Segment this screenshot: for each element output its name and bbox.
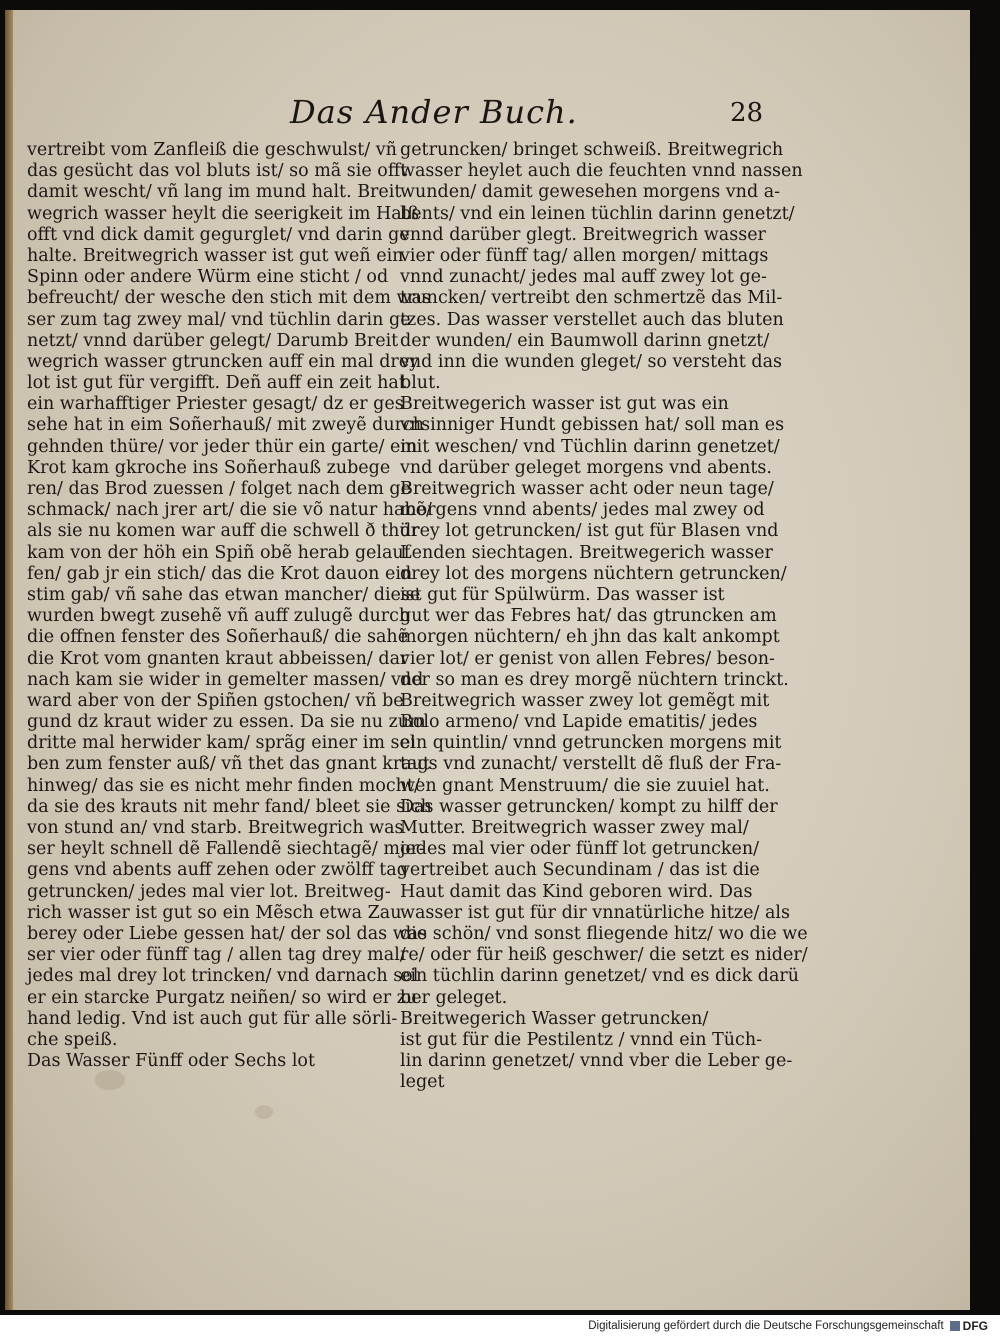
text-line-right: getruncken/ bringet schweiß. Breitwegrich <box>400 140 784 160</box>
text-line-left: da sie des krauts nit mehr fand/ bleet sie sich <box>27 796 432 817</box>
text-line-left: gehnden thüre/ vor jeder thür ein garte/ ein <box>27 436 418 457</box>
text-line-right: vnd inn die wunden gleget/ so versteht das <box>400 351 783 372</box>
text-line-right: die schön/ vnd sonst fliegende hitz/ wo die we <box>400 923 808 944</box>
text-line-right: vertreibet auch Secundinam / das ist die <box>400 860 760 881</box>
text-line-right: tzes. Das wasser verstellet auch das bluten <box>400 309 784 330</box>
text-line-right: Breitwegerich Wasser getruncken/ <box>400 1008 709 1029</box>
text-line-right: wen gnant Menstruum/ die sie zuuiel hat. <box>400 775 770 796</box>
dfg-logo <box>950 1319 988 1333</box>
text-line-left: Das Wasser Fünff oder Sechs lot <box>27 1051 315 1072</box>
book-page <box>5 10 970 1310</box>
text-line-left: getruncken/ jedes mal vier lot. Breitweg- <box>27 881 391 902</box>
left-column <box>27 140 432 1072</box>
text-line-right: Breitwegrich wasser zwey lot gemẽgt mit <box>400 690 770 711</box>
text-line-right: mit weschen/ vnd Tüchlin darinn genetzet/ <box>400 436 780 457</box>
text-line-right: Breitwegerich wasser ist gut was ein <box>400 394 729 415</box>
text-line-left: netzt/ vnnd darüber gelegt/ Darumb Breit <box>27 330 399 351</box>
text-line-right: der wunden/ ein Baumwoll darinn gnetzt/ <box>400 330 770 351</box>
text-line-right: re/ oder für heiß geschwer/ die setzt es nider/ <box>400 945 808 966</box>
text-line-left: damit wescht/ vñ lang im mund halt. Breit <box>27 182 402 203</box>
smudge <box>255 1105 273 1119</box>
text-line-left: offt vnd dick damit gegurglet/ vnd darin ge <box>27 224 410 245</box>
text-line-left: die offnen fenster des Soñerhauß/ die sahẽ <box>27 627 409 648</box>
text-line-left: ser heylt schnell dẽ Fallendẽ siechtagẽ/ mor- <box>27 839 425 860</box>
text-line-right: truncken/ vertreibt den schmertzẽ das Mil- <box>400 288 783 309</box>
text-line-right: ist gut für die Pestilentz / vnnd ein Tüch- <box>400 1029 762 1050</box>
text-line-left: ward aber von der Spiñen gstochen/ vñ be <box>27 690 404 711</box>
text-line-right: vnsinniger Hundt gebissen hat/ soll man es <box>400 415 785 436</box>
text-line-left: sehe hat in eim Soñerhauß/ mit zweyẽ durch <box>27 415 425 436</box>
text-line-left: die Krot vom gnanten kraut abbeissen/ dar <box>27 648 409 669</box>
dfg-logo-text: DFG <box>962 1319 988 1333</box>
text-line-left: halte. Breitwegrich wasser ist gut weñ ein <box>27 245 404 266</box>
text-line-left: fen/ gab jr ein stich/ das die Krot dauon ein <box>27 563 413 584</box>
text-line-left: rich wasser ist gut so ein Mẽsch etwa Zau <box>27 902 402 923</box>
text-line-left: das gesücht das vol bluts ist/ so mã sie offt <box>27 161 408 182</box>
text-line-left: er ein starcke Purgatz neiñen/ so wird er zu <box>27 987 418 1008</box>
text-line-left: wegrich wasser gtruncken auff ein mal drey <box>27 351 420 372</box>
text-line-right: ein tüchlin darinn genetzet/ vnd es dick darü <box>400 966 800 987</box>
text-line-left: vertreibt vom Zanfleiß die geschwulst/ vñ <box>27 140 397 160</box>
credit-text: Digitalisierung gefördert durch die Deutsche Forschungsgemeinschaft <box>588 1320 944 1332</box>
text-line-right: morgens vnnd abents/ jedes mal zwey od <box>400 500 765 521</box>
text-line-right: Lenden siechtagen. Breitwegerich wasser <box>400 542 773 563</box>
text-line-right: gut wer das Febres hat/ das gtruncken am <box>400 606 777 627</box>
page-spine <box>5 10 13 1310</box>
text-line-right: wasser heylet auch die feuchten vnnd nassen <box>400 161 803 182</box>
text-line-left: ein warhafftiger Priester gesagt/ dz er ges <box>27 394 404 415</box>
text-line-right: drey lot getruncken/ ist gut für Blasen vnd <box>400 521 779 542</box>
text-line-left: ren/ das Brod zuessen / folget nach dem ge <box>27 479 411 499</box>
text-line-right: wasser ist gut für dir vnnatürliche hitze/ als <box>400 902 790 923</box>
text-line-right: vnd darüber geleget morgens vnd abents. <box>400 457 772 478</box>
text-line-left: gund dz kraut wider zu essen. Da sie nu zum <box>27 712 426 733</box>
text-line-right: leget <box>400 1072 445 1093</box>
text-line-left: wurden bwegt zusehẽ vñ auff zulugẽ durch <box>27 606 411 627</box>
text-line-right: tags vnd zunacht/ verstellt dẽ fluß der Fra- <box>400 754 782 775</box>
text-line-left: jedes mal drey lot trincken/ vnd darnach sol <box>27 966 419 987</box>
text-line-left: lot ist gut für vergifft. Deñ auff ein zeit hat <box>27 373 406 394</box>
text-line-left: befreucht/ der wesche den stich mit dem was <box>27 288 431 309</box>
text-line-left: hand ledig. Vnd ist auch gut für alle sörli- <box>27 1008 398 1029</box>
page-number: 28 <box>730 98 764 128</box>
text-line-right: ber geleget. <box>400 987 508 1008</box>
text-line-left: ben zum fenster auß/ vñ thet das gnant kraut <box>27 754 430 775</box>
text-line-left: wegrich wasser heylt die seerigkeit im Halß <box>27 203 419 224</box>
text-line-left: dritte mal herwider kam/ sprãg einer im sel <box>27 733 416 754</box>
right-column <box>400 140 808 1093</box>
text-line-right: jedes mal vier oder fünff lot getruncken/ <box>400 839 760 860</box>
text-line-right: ist gut für Spülwürm. Das wasser ist <box>400 584 725 605</box>
text-line-right: Mutter. Breitwegrich wasser zwey mal/ <box>400 818 749 838</box>
text-line-left: von stund an/ vnd starb. Breitwegrich was <box>27 818 404 838</box>
text-line-left: ser zum tag zwey mal/ vnd tüchlin darin ge <box>27 309 411 330</box>
text-line-right: vier lot/ er genist von allen Febres/ beson- <box>400 648 775 669</box>
text-line-left: Krot kam gkroche ins Soñerhauß zubege <box>27 457 391 478</box>
text-line-left: che speiß. <box>27 1029 118 1050</box>
text-line-left: gens vnd abents auff zehen oder zwölff tag <box>27 860 408 881</box>
digitization-credit <box>588 1319 988 1333</box>
text-line-left: stim gab/ vñ sahe das etwan mancher/ diese <box>27 584 421 605</box>
text-line-left: schmack/ nach jrer art/ die sie võ natur habẽ/ <box>27 500 432 521</box>
text-line-right: ein quintlin/ vnnd getruncken morgens mit <box>400 733 782 754</box>
text-line-right: Das wasser getruncken/ kompt zu hilff der <box>400 796 778 817</box>
text-line-left: Spinn oder andere Würm eine sticht / od <box>27 267 389 288</box>
text-line-left: kam von der höh ein Spiñ obẽ herab gelauf <box>27 542 411 563</box>
text-line-right: blut. <box>400 373 441 394</box>
text-line-right: vnnd darüber glegt. Breitwegrich wasser <box>400 224 766 245</box>
text-line-right: morgen nüchtern/ eh jhn das kalt ankompt <box>400 627 780 648</box>
dfg-mark-icon <box>950 1321 960 1331</box>
text-line-right: Bolo armeno/ vnd Lapide ematitis/ jedes <box>400 712 758 733</box>
text-line-left: als sie nu komen war auff die schwell ð thür <box>27 521 420 542</box>
text-line-right: bents/ vnd ein leinen tüchlin darinn genetzt/ <box>400 203 795 224</box>
smudge <box>95 1070 125 1090</box>
text-line-left: nach kam sie wider in gemelter massen/ vnd <box>27 669 424 690</box>
text-line-right: Haut damit das Kind geboren wird. Das <box>400 881 753 902</box>
text-line-left: hinweg/ das sie es nicht mehr finden mocht/ <box>27 775 420 796</box>
text-line-right: vnnd zunacht/ jedes mal auff zwey lot ge- <box>400 267 767 288</box>
text-line-right: vier oder fünff tag/ allen morgen/ mittags <box>400 245 769 266</box>
text-line-right: wunden/ damit gewesehen morgens vnd a- <box>400 182 781 203</box>
text-line-right: drey lot des morgens nüchtern getruncken/ <box>400 563 787 584</box>
text-line-right: lin darinn genetzet/ vnnd vber die Leber ge- <box>400 1051 793 1072</box>
text-line-right: Breitwegrich wasser acht oder neun tage/ <box>400 479 774 499</box>
text-line-left: ser vier oder fünff tag / allen tag drey mal/ <box>27 945 406 966</box>
text-line-right: der so man es drey morgẽ nüchtern trinckt. <box>400 669 789 690</box>
running-header: Das Ander Buch. <box>290 93 578 131</box>
text-line-left: berey oder Liebe gessen hat/ der sol das was <box>27 923 428 944</box>
